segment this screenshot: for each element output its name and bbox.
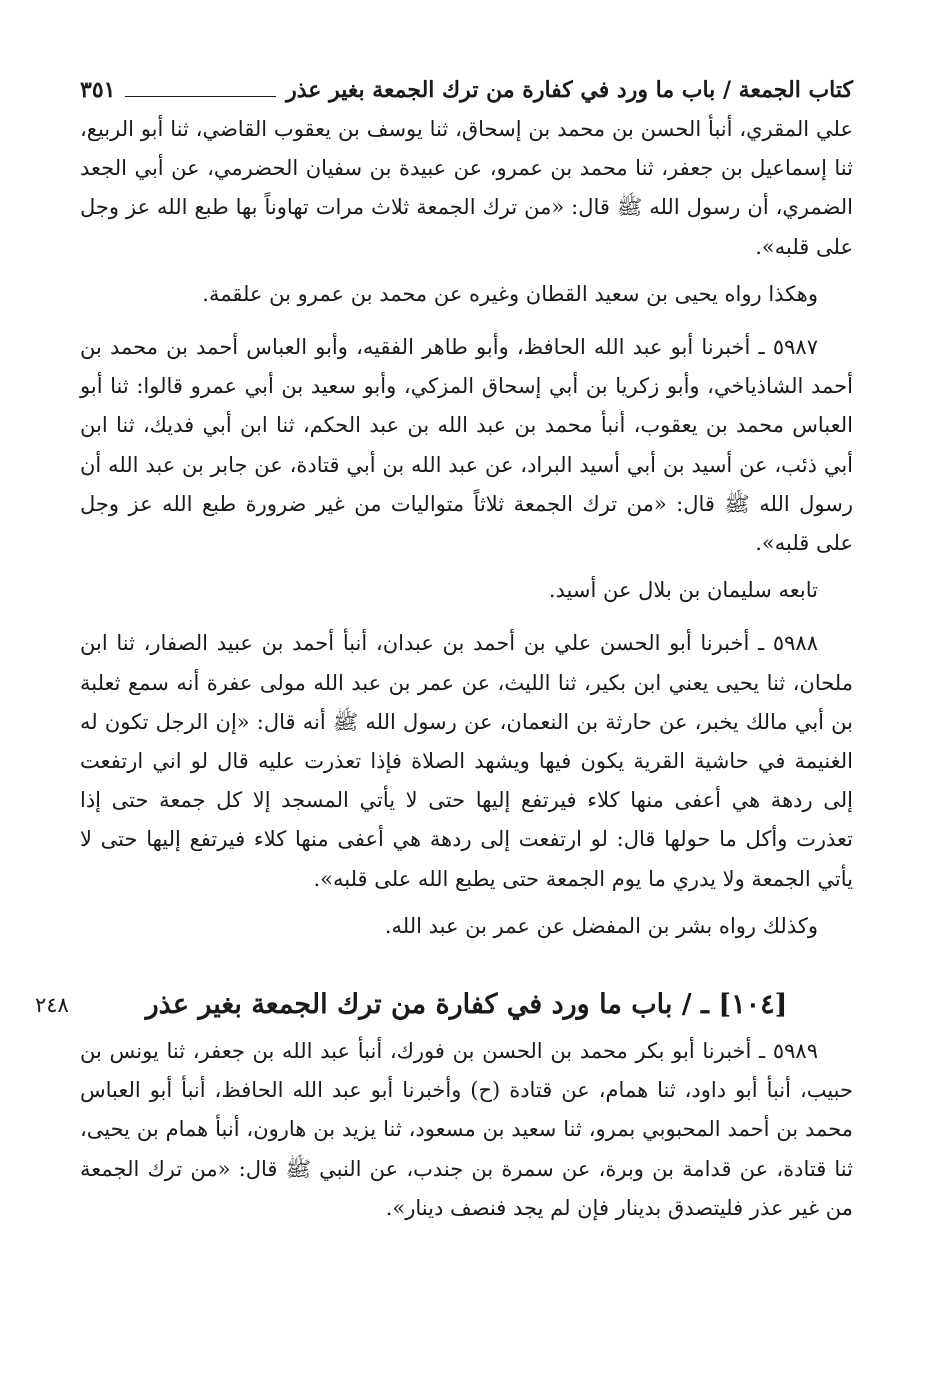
- header-rule: [125, 96, 276, 97]
- hadith-5987: ٥٩٨٧ ـ أخبرنا أبو عبد الله الحافظ، وأبو طاهر الفقيه، وأبو العباس أحمد بن محمد بن أحمد الشاذياخي، وأبو زكريا بن أبي إسحاق المزكي، وأبو سعيد بن أبي عمرو قالوا: ثنا أبو العباس محمد بن يعقوب، أنبأ محمد بن عبد الله بن عبد الحكم، ثنا ابن أبي فديك، ثنا ابن أبي ذئب، عن أسيد بن أبي أسيد البراد، عن عبد الله بن أبي قتادة، عن جابر بن عبد الله أن رسول الله ﷺ قال: «من ترك الجمعة ثلاثاً متواليات من غير ضرورة طبع الله عز وجل على قلبه».: [80, 335, 853, 556]
- hadith-5989: ٥٩٨٩ ـ أخبرنا أبو بكر محمد بن الحسن بن فورك، أنبأ عبد الله بن جعفر، ثنا يونس بن حبيب، أنبأ أبو داود، ثنا همام، عن قتادة (ح) وأخبرنا أبو عبد الله الحافظ، أنبأ أبو العباس محمد بن أحمد المحبوبي بمرو، ثنا سعيد بن مسعود، ثنا يزيد بن هارون، أنبأ همام بن يحيى، ثنا قتادة، عن قدامة بن وبرة، عن سمرة بن جندب، عن النبي ﷺ قال: «من ترك الجمعة من غير عذر فليتصدق بدينار فإن لم يجد فنصف دينار».: [80, 1039, 853, 1220]
- paragraph: علي المقري، أنبأ الحسن بن محمد بن إسحاق، ثنا يوسف بن يعقوب القاضي، ثنا أبو الربيع، ثنا إسماعيل بن جعفر، ثنا محمد بن عمرو، عن عبيدة بن سفيان الحضرمي، عن أبي الجعد الضمري، أن رسول الله ﷺ قال: «من ترك الجمعة ثلاث مرات تهاوناً بها طبع الله عز وجل على قلبه».: [80, 117, 853, 259]
- paragraph: وهكذا رواه يحيى بن سعيد القطان وغيره عن محمد بن عمرو بن علقمة.: [202, 281, 818, 306]
- running-header: [80, 70, 853, 110]
- paragraph: وكذلك رواه بشر بن المفضل عن عمر بن عبد الله.: [384, 913, 818, 938]
- paragraph: تابعه سليمان بن بلال عن أسيد.: [548, 578, 818, 603]
- running-title: كتاب الجمعة / باب ما ورد في كفارة من ترك الجمعة بغير عذر: [286, 77, 853, 103]
- chapter-heading: [35, 982, 853, 1028]
- chapter-title: [١٠٤] ـ / باب ما ورد في كفارة من ترك الجمعة بغير عذر: [145, 989, 788, 1021]
- page-number: ٣٥١: [80, 77, 116, 103]
- margin-number: ٢٤٨: [35, 993, 69, 1018]
- hadith-5988: ٥٩٨٨ ـ أخبرنا أبو الحسن علي بن أحمد بن عبدان، أنبأ أحمد بن عبيد الصفار، ثنا ابن ملحان، ثنا يحيى يعني ابن بكير، ثنا الليث، عن عمر بن عبد الله مولى عفرة أنه سمع ثعلبة بن أبي مالك يخبر، عن حارثة بن النعمان، عن رسول الله ﷺ أنه قال: «إن الرجل تكون له الغنيمة في حاشية القرية يكون فيها ويشهد الصلاة فإذا تعذرت عليه قال لو اني ارتفعت إلى ردهة هي أعفى منها كلاء فيرتفع إليها حتى لا يأتي المسجد إلا كل جمعة حتى إذا تعذرت وأكل ما حولها قال: لو ارتفعت إلى ردهة هي أعفى منها كلاء فيرتفع إليها حتى لا يأتي الجمعة ولا يدري ما يوم الجمعة حتى يطبع الله على قلبه».: [80, 631, 853, 891]
- page-body: [35, 70, 853, 1228]
